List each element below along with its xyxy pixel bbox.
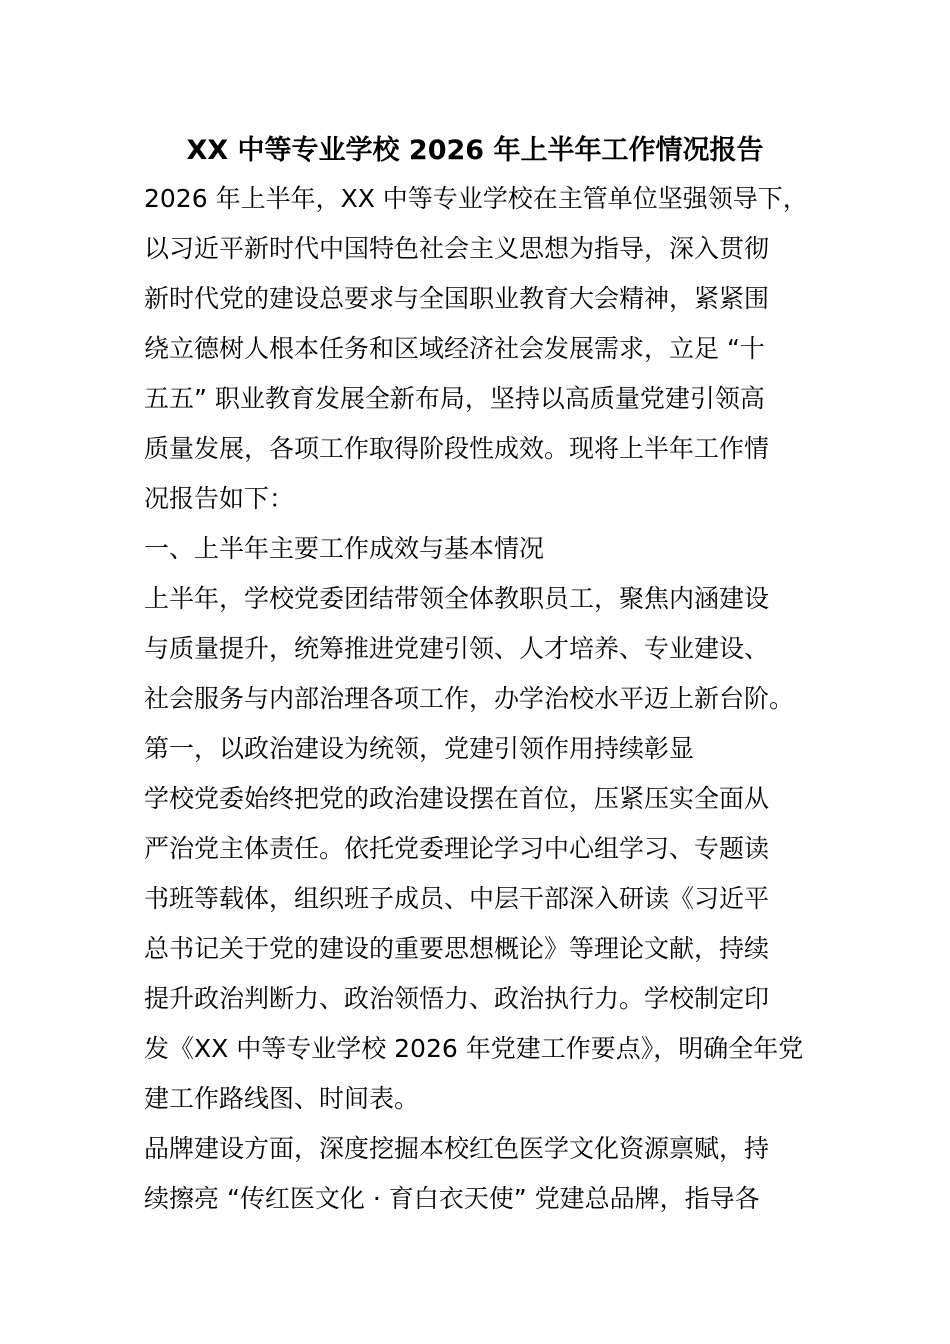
paragraph-line: 与质量提升，统筹推进党建引领、人才培养、专业建设、 [144, 634, 770, 663]
paragraph-line: 学校党委始终把党的政治建设摆在首位，压紧压实全面从 [144, 784, 770, 813]
paragraph-line: 上半年，学校党委团结带领全体教职员工，聚焦内涵建设 [144, 584, 770, 613]
paragraph-line: 2026 年上半年，XX 中等专业学校在主管单位坚强领导下， [144, 184, 808, 213]
paragraph-line: 绕立德树人根本任务和区域经济社会发展需求，立足 “十 [144, 334, 765, 363]
paragraph-line: 续擦亮 “传红医文化 · 育白衣天使” 党建总品牌，指导各 [144, 1184, 760, 1213]
paragraph-line: 质量发展，各项工作取得阶段性成效。现将上半年工作情 [144, 434, 770, 463]
paragraph-line: 况报告如下： [144, 484, 295, 513]
paragraph-line: 社会服务与内部治理各项工作，办学治校水平迈上新台阶。 [144, 684, 795, 713]
paragraph-line: 书班等载体，组织班子成员、中层干部深入研读《习近平 [144, 884, 770, 913]
paragraph-line: 五五” 职业教育发展全新布局，坚持以高质量党建引领高 [144, 384, 765, 413]
paragraph-line: 以习近平新时代中国特色社会主义思想为指导，深入贯彻 [144, 234, 770, 263]
paragraph-line: 发《XX 中等专业学校 2026 年党建工作要点》，明确全年党 [144, 1034, 804, 1063]
paragraph-line: 建工作路线图、时间表。 [144, 1084, 420, 1113]
section-heading: 一、上半年主要工作成效与基本情况 [144, 534, 545, 563]
paragraph-line: 提升政治判断力、政治领悟力、政治执行力。学校制定印 [144, 984, 770, 1013]
paragraph-line: 总书记关于党的建设的重要思想概论》等理论文献，持续 [144, 934, 770, 963]
subsection-heading: 第一，以政治建设为统领，党建引领作用持续彰显 [144, 734, 695, 763]
paragraph-line: 严治党主体责任。依托党委理论学习中心组学习、专题读 [144, 834, 770, 863]
paragraph-line: 品牌建设方面，深度挖掘本校红色医学文化资源禀赋，持 [144, 1134, 770, 1163]
document-title: XX 中等专业学校 2026 年上半年工作情况报告 [186, 135, 764, 166]
paragraph-line: 新时代党的建设总要求与全国职业教育大会精神，紧紧围 [144, 284, 770, 313]
